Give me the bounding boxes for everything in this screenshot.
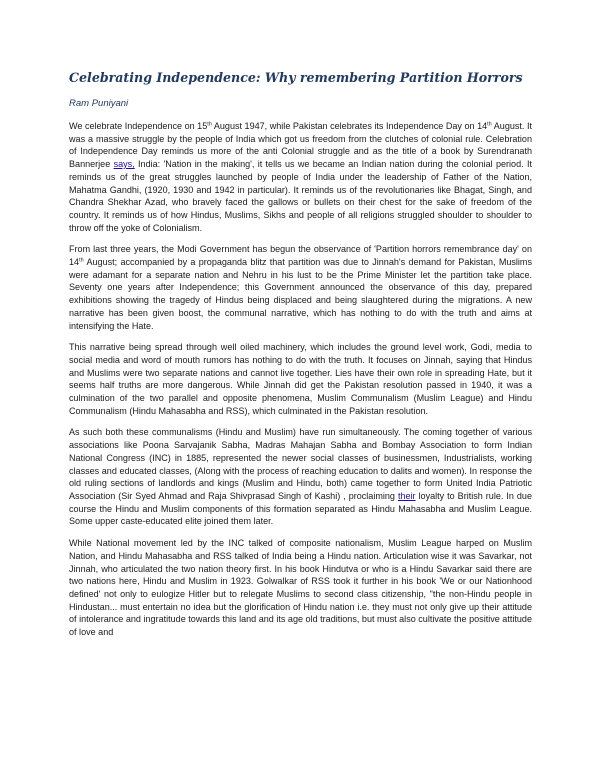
author-byline: Ram Puniyani bbox=[69, 98, 129, 109]
paragraph-3: This narrative being spread through well oiled machinery, which includes the ground level work, Godi, media to social media and word of mouth rumors has nothing to do with the truth. It focuses on Jinnah, saying that Hindus and Muslims were two separate nations and cannot live together. Lies have their own role in spreading Hate, but it seems half truths are more dangerous. While Jinnah did get the Pakistan resolution passed in 1940, it was a culmination of the two parallel and opposite phenomena, Muslim Communalism (Muslim League) and Hindu Communalism (Hindu Mahasabha and RSS), which culminated in the Pakistan resolution. bbox=[69, 342, 532, 416]
their-link[interactable]: their bbox=[397, 490, 416, 501]
article-title: Celebrating Independence: Why remembering Partition Horrors bbox=[69, 70, 523, 85]
article bbox=[69, 70, 532, 648]
paragraph-1: We celebrate Independence on 15th August 1947, while Pakistan celebrates its Independence Day on 14th August. It was a massive struggle by the people of India which got us freedom from the clutches of colonial rule. Celebration of Independence Day reminds us more of the anti Colonial struggle and as the title of a book by Surendranath Bannerjee says, India: 'Nation in the making', it tells us we became an Indian nation during the colonial period. It reminds us of the great struggles launched by people of India under the leadership of Father of the Nation, Mahatma Gandhi, (1920, 1930 and 1942 in particular). It reminds us of the revolutionaries like Bhagat, Singh, and Chandra Shekhar Azad, who bravely faced the gallows or bullets on their chest for the sake of freedom of the country. It reminds us of how Hindus, Muslims, Sikhs and people of all religions struggled shoulder to shoulder to throw off the yoke of Colonialism. bbox=[69, 121, 533, 233]
paragraph-4: As such both these communalisms (Hindu and Muslim) have run simultaneously. The coming together of various associations like Poona Sarvajanik Sabha, Madras Mahajan Sabha and Bombay Association to form Indian National Congress (INC) in 1885, represented the newer social classes of businessmen, Industrialists, working classes and educated classes, (Along with the process of reaching education to dalits and women). In response the old ruling sections of landlords and kings (Muslim and Hindu, both) came together to form United India Patriotic Association (Sir Syed Ahmad and Raja Shivprasad Singh of Kashi) , proclaiming their loyalty to British rule. In due course the Hindu and Muslim components of this formation separated as Hindu Mahasabha and Muslim League. Some upper caste-educated elite joined them later. bbox=[69, 427, 532, 527]
paragraph-5: While National movement led by the INC talked of composite nationalism, Muslim League harped on Muslim Nation, and Hindu Mahasabha and RSS talked of India being a Hindu nation. Articulation wise it was Savarkar, not Jinnah, who articulated the two nation theory first. In his book Hindutva or who is a Hindu Savarkar said there are two nations here, Hindu and Muslim in 1923. Golwalkar of RSS took it further in his book 'We or our Nationhood defined' not only to eulogize Hitler but to relegate Muslims to second class citizenship, "the non-Hindu people in Hindustan... must entertain no idea but the glorification of Hindu nation i.e. they must not only give up their attitude of intolerance and ingratitude towards this land and its age old traditions, but must also cultivate the positive attitude of love and bbox=[69, 538, 532, 638]
paragraph-2: From last three years, the Modi Government has begun the observance of 'Partition horrors remembrance day' on 14th August; accompanied by a propaganda blitz that partition was due to Jinnah's demand for Pakistan, Muslims were adamant for a separate nation and Nehru in his lust to be the Prime Minister let the partition take place. Seventy one years after Independence; this Government announced the observance of this day, prepared exhibitions showing the tragedy of Hindus being displaced and being slaughtered during the migrations. A new narrative has been given boost, the communal narrative, which has nothing to do with the truth and aims at intensifying the Hate. bbox=[69, 244, 532, 331]
says-link[interactable]: says, bbox=[113, 159, 135, 170]
